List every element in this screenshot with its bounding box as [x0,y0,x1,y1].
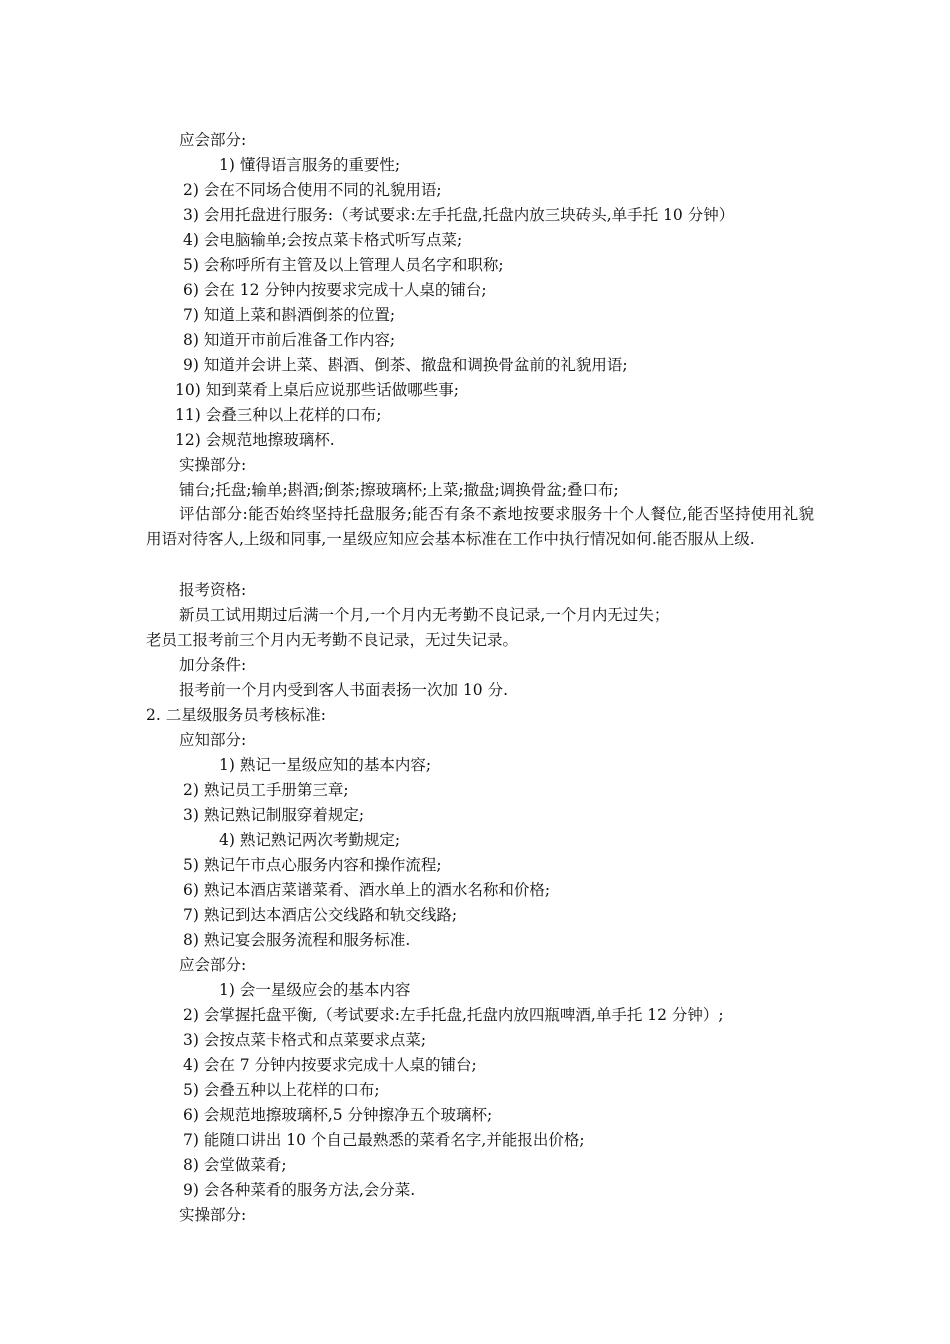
list-item: 6) 熟记本酒店菜谱菜肴、酒水单上的酒水名称和价格; [183,881,551,899]
list-item: 7) 能随口讲出 10 个自己最熟悉的菜肴名字,并能报出价格; [183,1131,585,1149]
list-item: 6) 会规范地擦玻璃杯,5 分钟擦净五个玻璃杯; [183,1106,493,1124]
list-item: 8) 知道开市前后准备工作内容; [183,331,396,349]
list-item: 1) 熟记一星级应知的基本内容; [219,756,432,774]
section-heading-yinghui: 应会部分: [179,956,247,974]
section-heading-shicao: 实操部分: [179,456,247,474]
list-item: 4) 会在 7 分钟内按要求完成十人桌的铺台; [183,1056,477,1074]
list-item: 4) 会电脑输单;会按点菜卡格式听写点菜; [183,231,463,249]
section-heading-baokao: 报考资格: [179,581,247,599]
list-item: 1) 会一星级应会的基本内容 [219,981,411,999]
section-heading-shicao: 实操部分: [179,1206,247,1224]
baokao-line: 老员工报考前三个月内无考勤不良记录，无过失记录。 [146,631,519,649]
list-item: 3) 会用托盘进行服务:（考试要求:左手托盘,托盘内放三块砖头,单手托 10 分钟） [183,206,735,224]
list-item: 11) 会叠三种以上花样的口布; [175,406,382,424]
list-item: 8) 会堂做菜肴; [183,1156,287,1174]
list-item: 5) 会叠五种以上花样的口布; [183,1081,380,1099]
list-item: 9) 知道并会讲上菜、斟酒、倒茶、撤盘和调换骨盆前的礼貌用语; [183,356,628,374]
list-item: 4) 熟记熟记两次考勤规定; [219,831,401,849]
section-heading-jiafen: 加分条件: [179,656,247,674]
list-item: 2) 会在不同场合使用不同的礼貌用语; [183,181,442,199]
section-heading-yingzhi: 应知部分: [179,731,247,749]
list-item: 5) 熟记午市点心服务内容和操作流程; [183,856,442,874]
pinggu-paragraph: 评估部分:能否始终坚持托盘服务;能否有条不紊地按要求服务十个人餐位,能否坚持使用礼貌用语对待客人,上级和同事,一星级应知应会基本标准在工作中执行情况如何.能否服从上级. [146,505,814,548]
list-item: 3) 会按点菜卡格式和点菜要求点菜; [183,1031,427,1049]
list-item: 12) 会规范地擦玻璃杯. [175,431,335,449]
list-item: 7) 知道上菜和斟酒倒茶的位置; [183,306,396,324]
list-item: 7) 熟记到达本酒店公交线路和轨交线路; [183,906,458,924]
jiafen-text: 报考前一个月内受到客人书面表扬一次加 10 分. [179,681,509,699]
list-item: 2) 熟记员工手册第三章; [183,781,349,799]
shicao-text: 铺台;托盘;输单;斟酒;倒茶;擦玻璃杯;上菜;撤盘;调换骨盆;叠口布; [179,481,619,499]
list-item: 10) 知到菜肴上桌后应说那些话做哪些事; [175,381,459,399]
list-item: 9) 会各种菜肴的服务方法,会分菜. [183,1181,416,1199]
section-heading-yinghui: 应会部分: [179,131,247,149]
list-item: 5) 会称呼所有主管及以上管理人员名字和职称; [183,256,504,274]
list-item: 2) 会掌握托盘平衡,（考试要求:左手托盘,托盘内放四瓶啤酒,单手托 12 分钟）; [183,1006,724,1024]
baokao-line: 新员工试用期过后满一个月,一个月内无考勤不良记录,一个月内无过失； [179,606,670,624]
list-item: 1) 懂得语言服务的重要性; [219,156,401,174]
list-item: 3) 熟记熟记制服穿着规定; [183,806,365,824]
section-title: 2. 二星级服务员考核标准: [146,706,326,724]
list-item: 6) 会在 12 分钟内按要求完成十人桌的铺台; [183,281,487,299]
list-item: 8) 熟记宴会服务流程和服务标准. [183,931,411,949]
